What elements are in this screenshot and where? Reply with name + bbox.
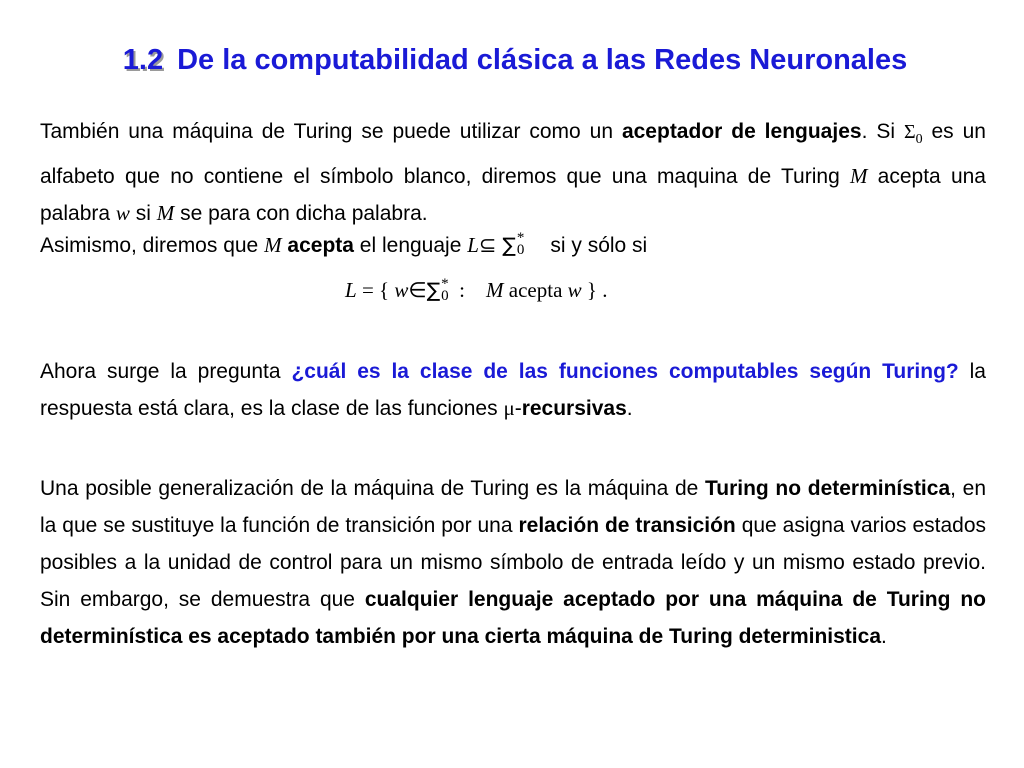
text: si y sólo si xyxy=(550,234,648,257)
highlighted-question: ¿cuál es la clase de las funciones computables según Turing? xyxy=(291,360,959,383)
paragraph-nondeterministic xyxy=(40,470,986,655)
subset-symbol: ⊆ xyxy=(478,233,497,257)
text: Ahora surge la pregunta xyxy=(40,360,292,383)
text: También una máquina de Turing se puede utilizar como un xyxy=(40,120,622,143)
slide-title xyxy=(40,44,990,84)
paragraph-question xyxy=(40,353,986,427)
var-m: M xyxy=(156,201,175,226)
var-w: w xyxy=(115,201,130,226)
text: Una posible generalización de la máquina de Turing es la máquina de xyxy=(40,477,705,500)
term-acepta: acepta xyxy=(287,234,354,257)
var-w: w xyxy=(394,278,409,302)
text: . Si xyxy=(861,120,904,143)
sum-symbol: ∑ xyxy=(502,233,516,257)
text: Asimismo, diremos que xyxy=(40,234,265,257)
title-text: De la computabilidad clásica a las Redes Neuronales xyxy=(177,44,908,76)
sigma-subscript: 0 xyxy=(915,132,923,148)
text: el lenguaje xyxy=(353,234,468,257)
language-formula xyxy=(345,278,745,318)
text: acepta una palabra xyxy=(40,165,986,226)
formula-text: } . xyxy=(581,278,608,302)
paragraph-acceptor xyxy=(40,113,986,232)
superscript-star: * xyxy=(441,276,449,293)
formula-text: acepta xyxy=(503,278,568,302)
term-transition-relation: relación de transición xyxy=(518,514,736,537)
subscript-zero: 0 xyxy=(516,242,525,259)
text: si xyxy=(129,202,157,226)
subscript-zero: 0 xyxy=(441,288,449,305)
theorem-statement: cualquier lenguaje aceptado por una máquina de Turing no determinística es aceptado también por una cierta máquina de Turing deterministica xyxy=(40,588,986,648)
language-definition-line xyxy=(40,230,986,273)
term-acceptor: aceptador de lenguajes xyxy=(621,120,862,143)
var-m: M xyxy=(849,164,868,189)
sigma-symbol: Σ xyxy=(903,121,916,143)
var-m: M xyxy=(486,278,504,302)
formula-text: : xyxy=(448,278,487,302)
var-l: L xyxy=(345,278,357,302)
var-l: L xyxy=(467,233,479,257)
text: se para con dicha palabra. xyxy=(174,202,428,226)
var-m: M xyxy=(264,233,282,257)
element-of-symbol: ∈ xyxy=(408,278,427,302)
term-nondeterministic: Turing no determinística xyxy=(704,477,951,500)
sum-symbol: ∑ xyxy=(426,278,441,302)
sum-scripts xyxy=(516,230,525,259)
text: - xyxy=(514,397,522,420)
text: es un alfabeto que no contiene el símbolo blanco, diremos que una maquina de Turing xyxy=(40,120,986,189)
superscript-star: * xyxy=(516,230,525,247)
text: la respuesta está clara, es la clase de las funciones xyxy=(40,360,986,420)
text: . xyxy=(626,397,633,420)
sum-scripts xyxy=(441,276,449,305)
term-recursive: recursivas xyxy=(521,397,627,420)
mu-symbol: μ xyxy=(503,396,515,420)
text: , en la que se sustituye la función de transición por una xyxy=(40,477,987,537)
formula-text: = { xyxy=(356,278,395,302)
var-w: w xyxy=(567,278,582,302)
text: . xyxy=(881,625,887,648)
section-number: 1.2 xyxy=(122,44,164,76)
text: que asigna varios estados posibles a la unidad de control para un mismo símbolo de entrada leído y un mismo estado previo. Sin embargo, se demuestra que xyxy=(40,514,986,611)
